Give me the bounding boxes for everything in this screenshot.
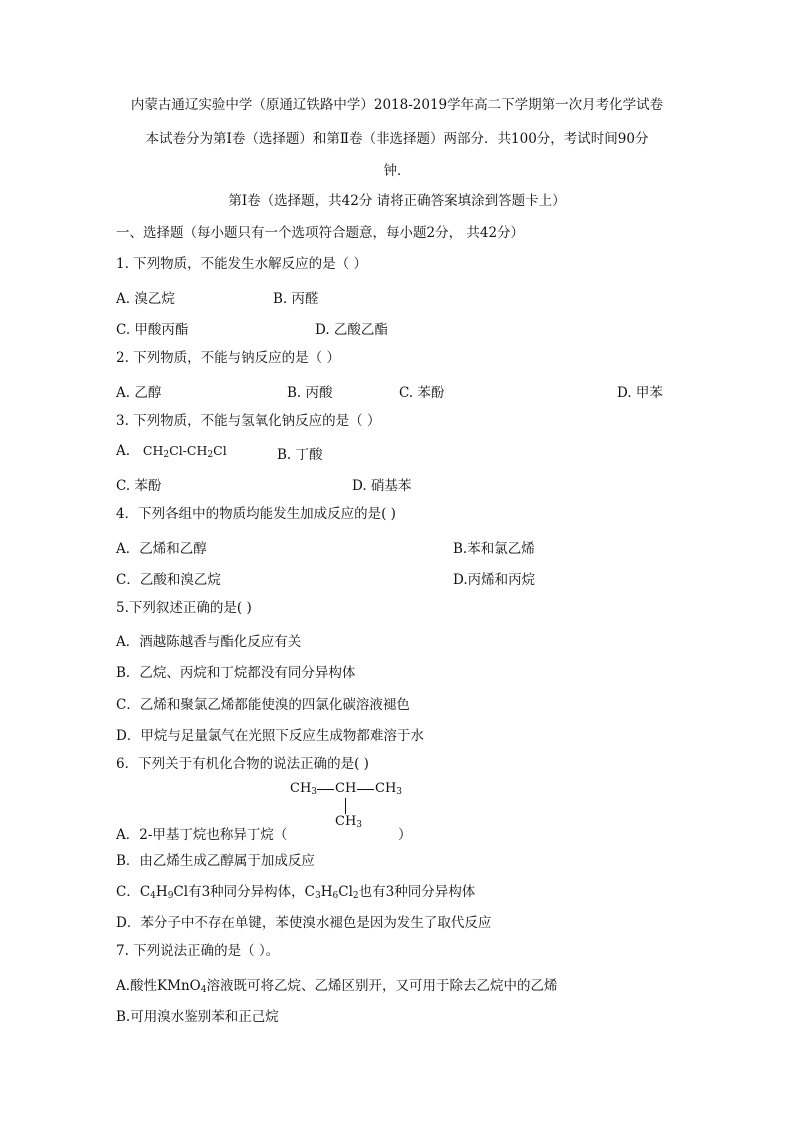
part1-heading: 第Ⅰ卷（选择题，共42分 请将正确答案填涂到答题卡上） — [228, 193, 566, 209]
chem-bond-right — [357, 789, 374, 790]
chem-text: CH — [375, 781, 397, 796]
q6-option-a: A．2-甲基丁烷也称异丁烷（ — [116, 827, 288, 843]
chem-ch3-left — [290, 781, 317, 796]
q1-stem: 1. 下列物质，不能发生水解反应的是（ ） — [116, 256, 367, 272]
q4-option-c: C．乙酸和溴乙烷 — [116, 572, 221, 588]
formula-sub: 4 — [200, 985, 207, 995]
q1-option-b: B. 丙醛 — [273, 291, 319, 307]
formula-part: CH — [142, 443, 164, 458]
chem-sub: 3 — [396, 787, 403, 797]
q2-stem: 2. 下列物质，不能与钠反应的是（ ） — [116, 350, 340, 366]
q1-option-d: D. 乙酸乙酯 — [315, 322, 388, 338]
text-part: 溶液既可将乙烷、乙烯区别开，又可用于除去乙烷中的乙烯 — [206, 978, 558, 994]
q6-option-a-close: ） — [398, 827, 412, 843]
chem-ch-center: CH — [335, 781, 357, 796]
q6-option-c — [116, 880, 475, 900]
formula-sub: 6 — [332, 891, 339, 901]
chem-sub: 3 — [356, 820, 363, 830]
chem-text: CH — [335, 814, 357, 829]
q2-option-a: A. 乙醇 — [116, 385, 162, 401]
chem-bond-left — [317, 789, 334, 790]
text-part: C．C — [116, 884, 151, 900]
q1-option-c: C. 甲酸丙酯 — [116, 322, 189, 338]
formula-part: Cl — [213, 443, 227, 458]
exam-intro-cont: 钟． — [383, 163, 411, 179]
q3-option-b: B. 丁酸 — [277, 447, 323, 463]
q5-option-d: D．甲烷与足量氯气在光照下反应生成物都难溶于水 — [116, 728, 424, 744]
q5-option-a: A．酒越陈越香与酯化反应有关 — [116, 634, 302, 650]
q5-stem: 5.下列叙述正确的是( ) — [116, 600, 252, 616]
q3-option-a — [116, 443, 227, 459]
formula-sub: 3 — [315, 891, 321, 901]
chem-sub: 3 — [311, 787, 318, 797]
q7-option-b: B.可用溴水鉴别苯和正己烷 — [116, 1009, 279, 1025]
chem-ch3-bottom — [335, 814, 362, 829]
text-part: H — [155, 884, 168, 900]
exam-intro: 本试卷分为第Ⅰ卷（选择题）和第Ⅱ卷（非选择题）两部分．共100分，考试时间90分 — [145, 131, 649, 147]
section-heading: 一、选择题（每小题只有一个选项符合题意，每小题2分， 共42分） — [116, 225, 525, 241]
q5-option-b: B．乙烷、丙烷和丁烷都没有同分异构体 — [116, 665, 356, 681]
q3-a-label: A. — [116, 443, 131, 459]
q7-option-a — [116, 974, 557, 994]
q6-option-d: D．苯分子中不存在单键，苯使溴水褪色是因为发生了取代反应 — [116, 915, 492, 931]
q7-stem: 7. 下列说法正确的是（ ）。 — [116, 943, 280, 959]
q5-option-c: C．乙烯和聚氯乙烯都能使溴的四氯化碳溶液褪色 — [116, 697, 410, 713]
chem-bond-down — [345, 798, 346, 814]
q3-option-c: C. 苯酚 — [116, 478, 162, 494]
q6-option-b: B．由乙烯生成乙醇属于加成反应 — [116, 853, 315, 869]
q3-a-formula — [143, 443, 227, 458]
q2-option-c: C. 苯酚 — [399, 385, 445, 401]
text-part: Cl — [338, 884, 353, 900]
q6-stem: 6．下列关于有机化合物的说法正确的是( ) — [116, 756, 369, 772]
formula-sub: 9 — [167, 891, 174, 901]
exam-title: 内蒙古通辽实验中学（原通辽铁路中学）2018-2019学年高二下学期第一次月考化学试卷 — [130, 97, 664, 113]
q3-option-d: D. 硝基苯 — [352, 478, 412, 494]
q4-option-b: B.苯和氯乙烯 — [453, 541, 535, 557]
q2-option-b: B. 丙酸 — [287, 385, 333, 401]
q4-stem: 4．下列各组中的物质均能发生加成反应的是( ) — [116, 506, 396, 522]
formula-part: Cl-CH — [169, 443, 208, 458]
q4-option-d: D.丙烯和丙烷 — [453, 572, 536, 588]
text-part: Cl有3种同分异构体，C — [173, 884, 315, 900]
q1-option-a: A. 溴乙烷 — [116, 291, 175, 307]
chem-ch3-right — [375, 781, 402, 796]
chem-text: CH — [290, 781, 312, 796]
formula-sub: 4 — [150, 891, 156, 901]
text-part: A.酸性KMnO — [116, 978, 201, 994]
q3-stem: 3. 下列物质，不能与氢氧化钠反应的是（ ） — [116, 413, 381, 429]
formula-sub: 2 — [207, 450, 214, 460]
formula-sub: 2 — [352, 891, 359, 901]
text-part: H — [320, 884, 333, 900]
formula-sub: 2 — [163, 450, 170, 460]
text-part: 也有3种同分异构体 — [358, 884, 476, 900]
q2-option-d: D. 甲苯 — [617, 385, 663, 401]
q4-option-a: A．乙烯和乙醇 — [116, 541, 207, 557]
